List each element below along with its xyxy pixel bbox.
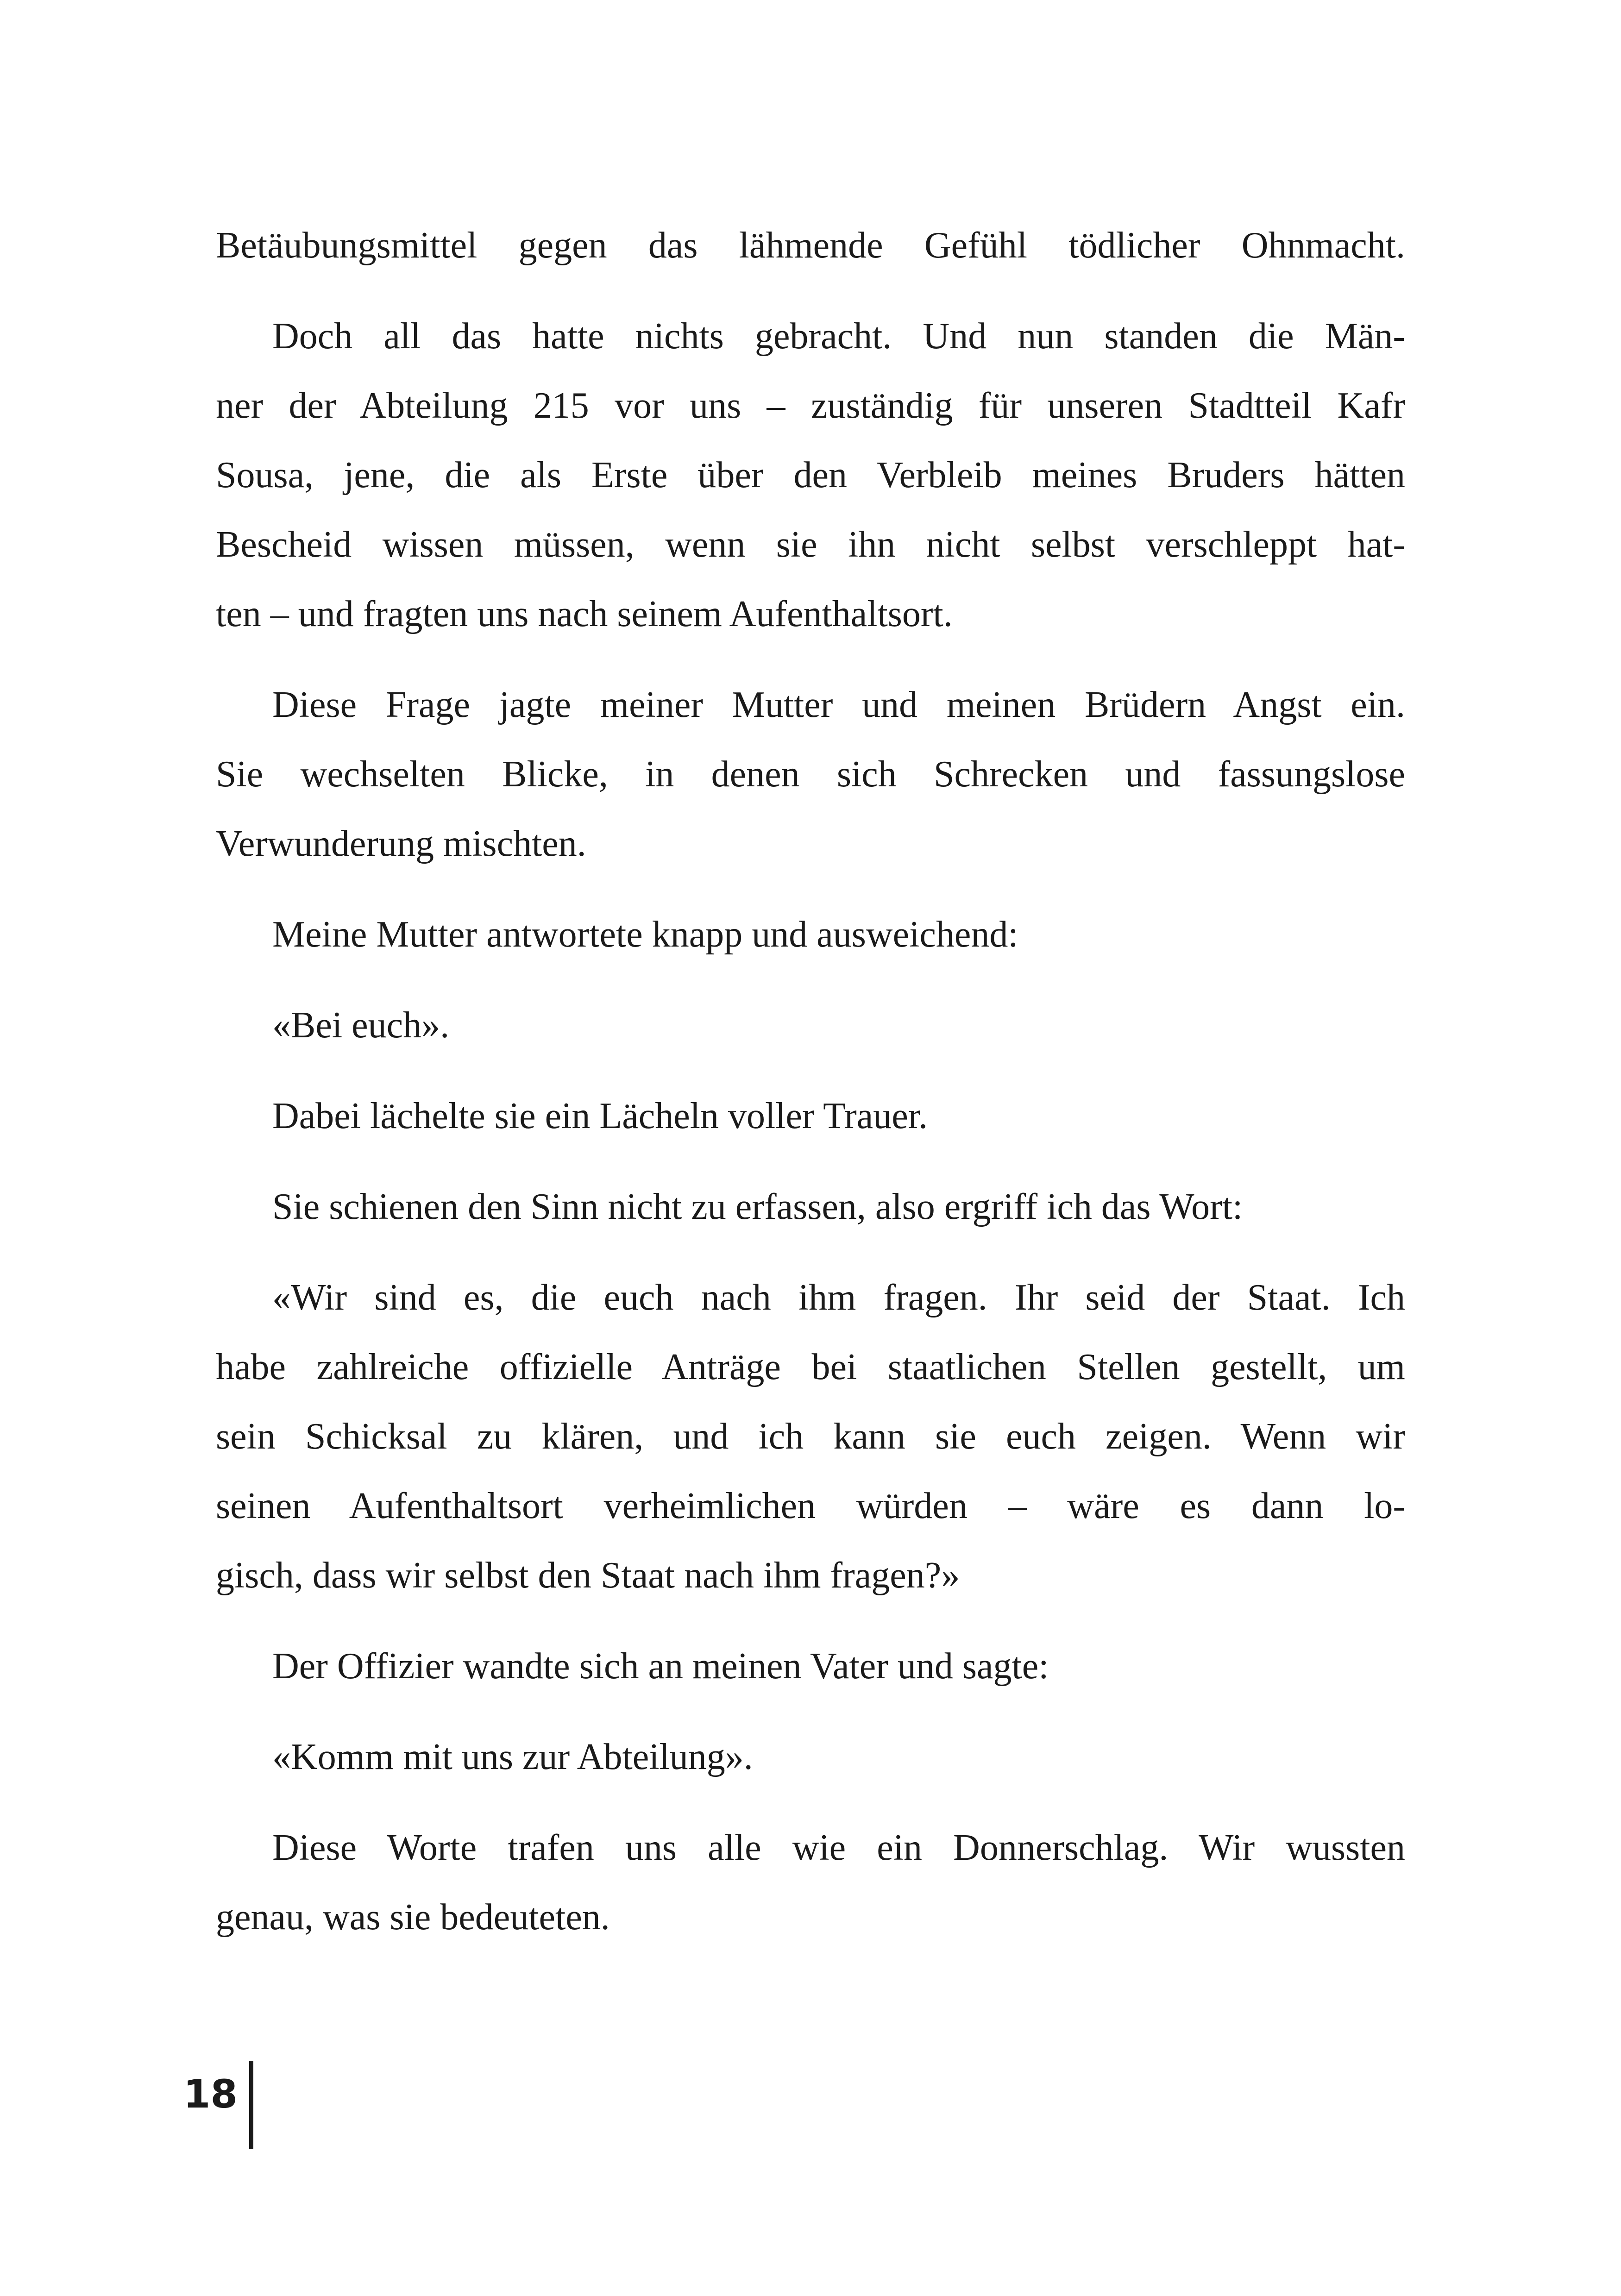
- text-line: Bescheid wissen müssen, wenn sie ihn nicht selbst verschleppt hat-: [216, 524, 1405, 565]
- text-line: Verwunderung mischten.: [216, 823, 586, 864]
- paragraph: [216, 1631, 1405, 1701]
- text-line: Diese Frage jagte meiner Mutter und meinen Brüdern Angst ein.: [272, 684, 1405, 725]
- text-line: habe zahlreiche offizielle Anträge bei staatlichen Stellen gestellt, um: [216, 1347, 1405, 1387]
- text-line: Diese Worte trafen uns alle wie ein Donnerschlag. Wir wussten: [272, 1827, 1405, 1868]
- text-line: Betäubungsmittel gegen das lähmende Gefühl tödlicher Ohnmacht.: [216, 225, 1405, 266]
- paragraph: [216, 211, 1405, 280]
- paragraph: [216, 991, 1405, 1060]
- text-line: Meine Mutter antwortete knapp und ausweichend:: [272, 914, 1018, 955]
- text-line: gisch, dass wir selbst den Staat nach ihm fragen?»: [216, 1555, 960, 1596]
- text-line: Sie wechselten Blicke, in denen sich Schrecken und fassungslose: [216, 754, 1405, 795]
- text-line: genau, was sie bedeuteten.: [216, 1897, 610, 1938]
- paragraph: [216, 670, 1405, 878]
- text-line: Doch all das hatte nichts gebracht. Und nun standen die Män-: [272, 316, 1405, 357]
- paragraph: [216, 1722, 1405, 1792]
- text-line: sein Schicksal zu klären, und ich kann sie euch zeigen. Wenn wir: [216, 1416, 1405, 1457]
- paragraph: [216, 1263, 1405, 1610]
- text-line: «Wir sind es, die euch nach ihm fragen. Ihr seid der Staat. Ich: [272, 1277, 1405, 1318]
- paragraph: [216, 301, 1405, 649]
- paragraph: [216, 1172, 1405, 1242]
- text-line: Sie schienen den Sinn nicht zu erfassen, also ergriff ich das Wort:: [272, 1186, 1243, 1227]
- body-text: [216, 211, 1405, 1973]
- text-line: «Bei euch».: [272, 1005, 450, 1046]
- text-line: Dabei lächelte sie ein Lächeln voller Trauer.: [272, 1096, 928, 1136]
- text-line: ner der Abteilung 215 vor uns – zuständig für unseren Stadtteil Kafr: [216, 385, 1405, 426]
- text-line: ten – und fragten uns nach seinem Aufenthaltsort.: [216, 594, 953, 634]
- paragraph: [216, 1813, 1405, 1952]
- text-line: Der Offizier wandte sich an meinen Vater und sagte:: [272, 1646, 1049, 1687]
- text-line: seinen Aufenthaltsort verheimlichen würden – wäre es dann lo-: [216, 1486, 1405, 1526]
- text-line: Sousa, jene, die als Erste über den Verbleib meines Bruders hätten: [216, 455, 1405, 496]
- text-line: «Komm mit uns zur Abteilung».: [272, 1737, 753, 1777]
- page-number-rule: [249, 2061, 253, 2149]
- paragraph: [216, 900, 1405, 969]
- page-number: 18: [183, 2071, 238, 2117]
- paragraph: [216, 1081, 1405, 1151]
